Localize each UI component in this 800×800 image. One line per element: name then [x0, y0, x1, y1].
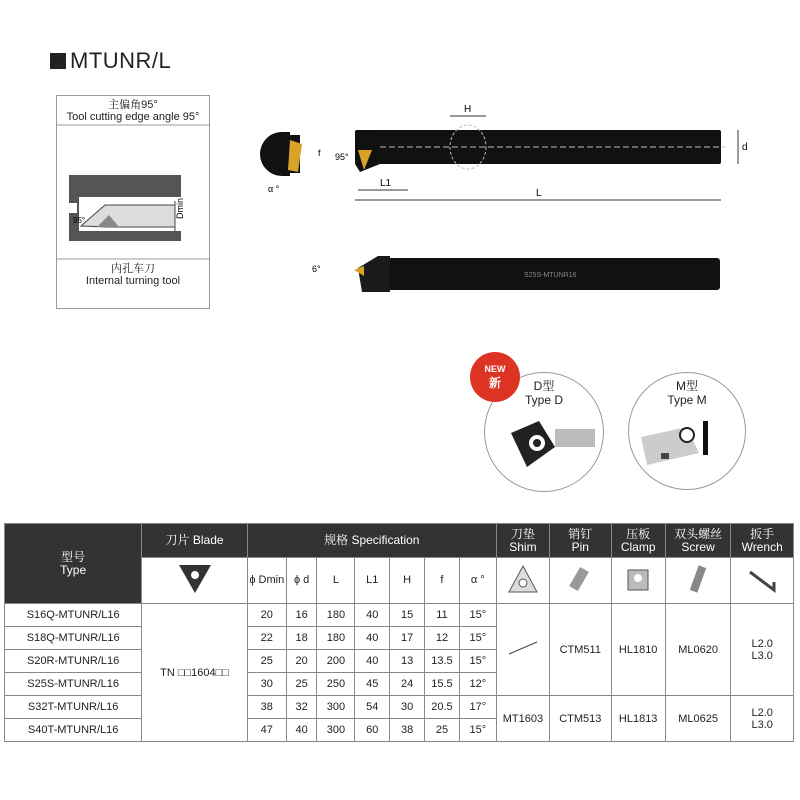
- cell: 15°: [459, 650, 496, 673]
- schematic-dmin: Dmin: [175, 197, 185, 219]
- cell: 25: [247, 650, 286, 673]
- f-label: f: [318, 148, 321, 158]
- cell: 18: [286, 627, 317, 650]
- L1-label: L1: [380, 178, 392, 189]
- blade-cell: TN □□1604□□: [142, 604, 248, 742]
- cell: 180: [317, 627, 355, 650]
- table-row: [5, 696, 794, 719]
- cell: 25: [286, 673, 317, 696]
- title-square-icon: [50, 53, 66, 69]
- new-badge: [470, 352, 520, 402]
- sub-alpha: α °: [459, 558, 496, 604]
- cell: 22: [247, 627, 286, 650]
- type-m-icon: [629, 407, 745, 487]
- schematic-top-cn: 主偏角95°: [108, 99, 158, 111]
- pin-image: [550, 558, 611, 604]
- clamp-cell-a: HL1810: [611, 604, 665, 696]
- header-clamp: [611, 524, 665, 558]
- header-shim-en: Shim: [509, 539, 537, 554]
- header-type-en: Type: [60, 562, 87, 577]
- screw-cell-a: ML0620: [665, 604, 731, 696]
- screw-icon: [680, 562, 716, 596]
- cell: 20: [286, 650, 317, 673]
- cell: 200: [317, 650, 355, 673]
- cell: 32: [286, 696, 317, 719]
- pin-cell-b: CTM513: [550, 696, 611, 742]
- type-m-badge: [628, 372, 746, 490]
- cell: 24: [390, 673, 425, 696]
- header-wrench-cn: 扳手: [750, 526, 775, 541]
- type-d-icon: [485, 407, 603, 487]
- cell: 20: [247, 604, 286, 627]
- title-text: MTUNR/L: [70, 48, 172, 73]
- sub-f: f: [425, 558, 460, 604]
- cell: 16: [286, 604, 317, 627]
- cell: 54: [355, 696, 390, 719]
- blade-image: [142, 558, 248, 604]
- cell: 40: [355, 627, 390, 650]
- cell: 17: [390, 627, 425, 650]
- row-type: S16Q-MTUNR/L16: [5, 604, 142, 627]
- cell: 40: [286, 719, 317, 742]
- schematic-angle: 95°: [73, 216, 86, 225]
- header-pin-cn: 销钉: [568, 526, 593, 541]
- cell: 17°: [459, 696, 496, 719]
- pin-cell-a: CTM511: [550, 604, 611, 696]
- header-pin: [550, 524, 611, 558]
- cell: 300: [317, 719, 355, 742]
- header-type-cn: 型号: [61, 549, 86, 564]
- type-m-en: Type M: [667, 393, 707, 407]
- sub-L: L: [317, 558, 355, 604]
- cell: 60: [355, 719, 390, 742]
- angle95-label: 95°: [335, 152, 349, 162]
- header-pin-en: Pin: [571, 539, 589, 554]
- cell: 30: [390, 696, 425, 719]
- header-clamp-cn: 压板: [626, 526, 651, 541]
- row-type: S40T-MTUNR/L16: [5, 719, 142, 742]
- cell: 15.5: [425, 673, 460, 696]
- alpha-label: α °: [268, 184, 280, 194]
- cell: 13.5: [425, 650, 460, 673]
- header-screw-en: Screw: [681, 539, 715, 554]
- wrench-a-2: L3.0: [751, 649, 773, 662]
- clamp-cell-b: HL1813: [611, 696, 665, 742]
- tool-drawing: [250, 100, 750, 300]
- H-label: H: [464, 104, 472, 115]
- table-row: [5, 604, 794, 627]
- cell: 20.5: [425, 696, 460, 719]
- schematic-bottom-en: Internal turning tool: [85, 275, 181, 287]
- sub-d: ϕ d: [286, 558, 317, 604]
- sub-L1: L1: [355, 558, 390, 604]
- cell: 15°: [459, 719, 496, 742]
- clamp-icon: [620, 562, 656, 596]
- cell: 25: [425, 719, 460, 742]
- screw-image: [665, 558, 731, 604]
- header-screw: [665, 524, 731, 558]
- header-blade: 刀片 Blade: [142, 524, 248, 558]
- cell: 250: [317, 673, 355, 696]
- wrench-icon: [744, 562, 780, 596]
- row-type: S18Q-MTUNR/L16: [5, 627, 142, 650]
- clamp-image: [611, 558, 665, 604]
- cell: 30: [247, 673, 286, 696]
- header-spec: 规格 Specification: [247, 524, 496, 558]
- spec-table: [4, 523, 794, 742]
- wrench-b-1: L2.0: [751, 706, 773, 719]
- angle6-label: 6°: [312, 264, 321, 274]
- page-title: [50, 48, 171, 74]
- pin-icon: [562, 562, 598, 596]
- header-type: [5, 524, 142, 604]
- wrench-cell-a: [731, 604, 794, 696]
- row-type: S32T-MTUNR/L16: [5, 696, 142, 719]
- header-clamp-en: Clamp: [620, 539, 656, 554]
- sub-H: H: [390, 558, 425, 604]
- new-badge-cn: 新: [488, 376, 501, 390]
- cell: 47: [247, 719, 286, 742]
- cell: 300: [317, 696, 355, 719]
- screw-cell-b: ML0625: [665, 696, 731, 742]
- header-wrench: [731, 524, 794, 558]
- type-d-en: Type D: [524, 393, 563, 407]
- type-m-cn: M型: [676, 379, 698, 393]
- row-type: S25S-MTUNR/L16: [5, 673, 142, 696]
- schematic-drawing: [57, 123, 209, 273]
- d-label: d: [742, 142, 748, 153]
- header-shim-cn: 刀垫: [510, 526, 535, 541]
- header-wrench-en: Wrench: [741, 539, 783, 554]
- shim-image: [496, 558, 549, 604]
- wrench-b-2: L3.0: [751, 718, 773, 731]
- cell: 38: [247, 696, 286, 719]
- blade-insert-icon: [175, 561, 215, 597]
- cell: 15°: [459, 604, 496, 627]
- dash-icon: [503, 638, 543, 658]
- cell: 15°: [459, 627, 496, 650]
- cell: 45: [355, 673, 390, 696]
- shim-cell-a: [496, 604, 549, 696]
- cell: 40: [355, 650, 390, 673]
- cell: 15: [390, 604, 425, 627]
- shim-icon: [505, 562, 541, 596]
- header-screw-cn: 双头螺丝: [674, 526, 723, 541]
- new-badge-en: NEW: [484, 364, 506, 374]
- shim-cell-b: MT1603: [496, 696, 549, 742]
- cell: 13: [390, 650, 425, 673]
- cell: 40: [355, 604, 390, 627]
- schematic-panel: [56, 95, 210, 309]
- schematic-top-en: Tool cutting edge angle 95°: [66, 111, 200, 123]
- type-d-cn: D型: [533, 379, 555, 393]
- sub-dmin: ϕ Dmin: [247, 558, 286, 604]
- cell: 38: [390, 719, 425, 742]
- cell: 12°: [459, 673, 496, 696]
- wrench-a-1: L2.0: [751, 637, 773, 650]
- cell: 12: [425, 627, 460, 650]
- wrench-image: [731, 558, 794, 604]
- bar-label: S25S-MTUNR16: [524, 272, 577, 279]
- wrench-cell-b: [731, 696, 794, 742]
- cell: 11: [425, 604, 460, 627]
- schematic-bottom-cn: 内孔车刀: [111, 263, 155, 275]
- cell: 180: [317, 604, 355, 627]
- row-type: S20R-MTUNR/L16: [5, 650, 142, 673]
- header-shim: [496, 524, 549, 558]
- L-label: L: [536, 188, 542, 199]
